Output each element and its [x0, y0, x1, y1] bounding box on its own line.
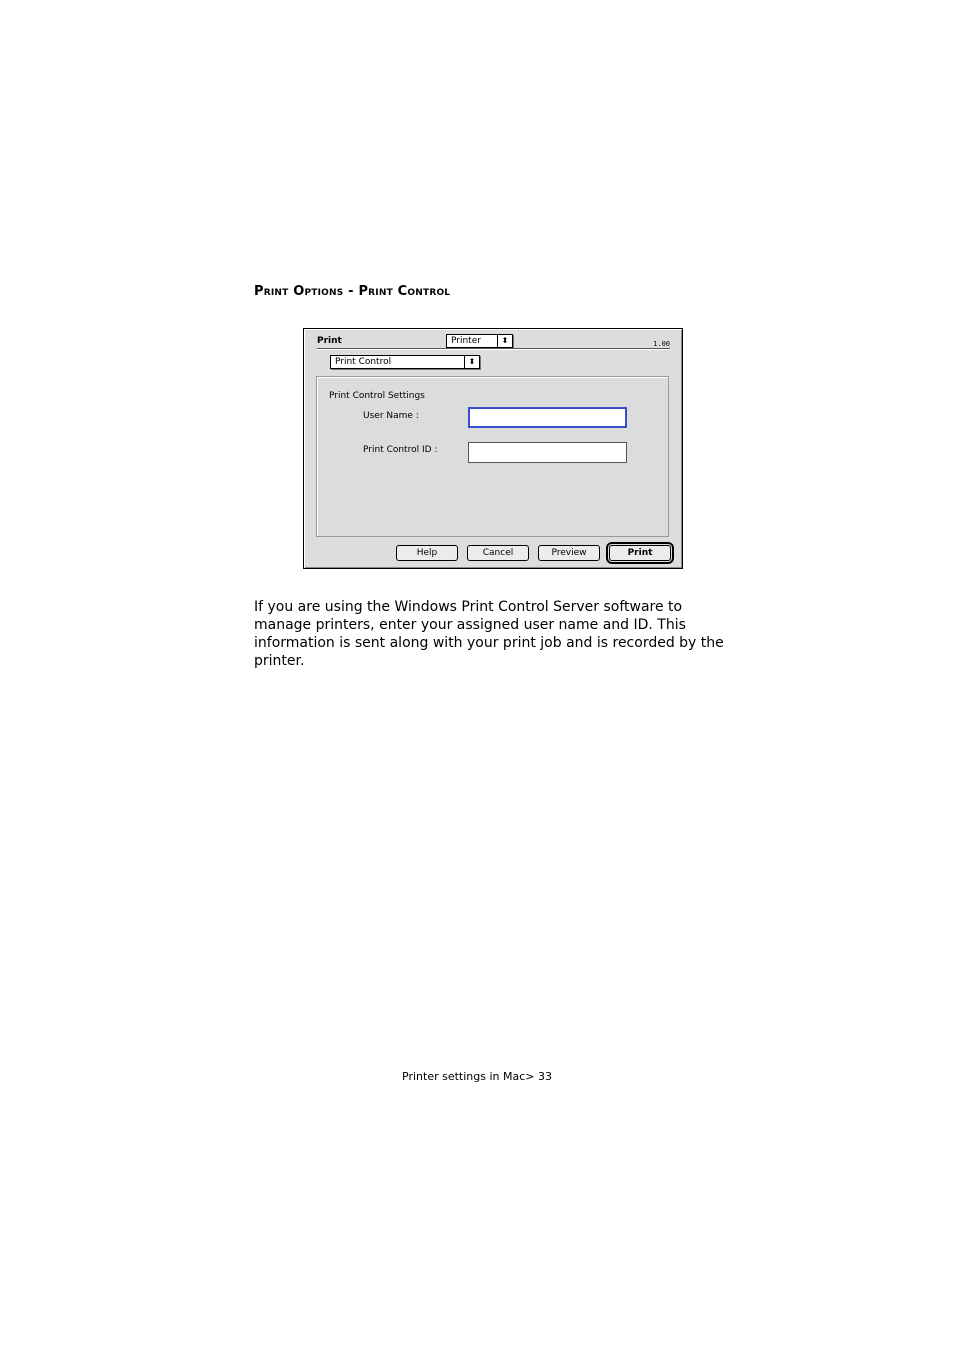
user-name-input[interactable]	[468, 407, 627, 428]
printer-popup-label: Printer	[451, 336, 481, 346]
body-paragraph: If you are using the Windows Print Control Server software to manage printers, enter your assigned user name and ID. This information is sent along with your print job and is recorded by the printer.	[254, 599, 724, 669]
popup-arrows-icon: ⬍	[497, 335, 512, 347]
user-name-label: User Name :	[363, 411, 419, 421]
page-footer: Printer settings in Mac> 33	[402, 1070, 552, 1083]
title-divider	[317, 348, 670, 350]
printer-popup[interactable]	[446, 334, 513, 348]
print-control-id-label: Print Control ID :	[363, 445, 438, 455]
cancel-button[interactable]: Cancel	[467, 545, 529, 561]
dialog-title: Print	[317, 336, 342, 346]
preview-button[interactable]: Preview	[538, 545, 600, 561]
section-heading: Print Options - Print Control	[254, 284, 451, 299]
print-button[interactable]: Print	[609, 545, 671, 561]
version-label: 1.00	[653, 340, 670, 348]
help-button[interactable]: Help	[396, 545, 458, 561]
pane-popup[interactable]	[330, 355, 480, 369]
group-label: Print Control Settings	[329, 391, 425, 401]
pane-popup-label: Print Control	[335, 357, 392, 367]
popup-arrows-icon: ⬍	[464, 356, 479, 368]
print-dialog	[303, 328, 683, 569]
print-control-settings-group	[316, 376, 669, 537]
print-control-id-input[interactable]	[468, 442, 627, 463]
